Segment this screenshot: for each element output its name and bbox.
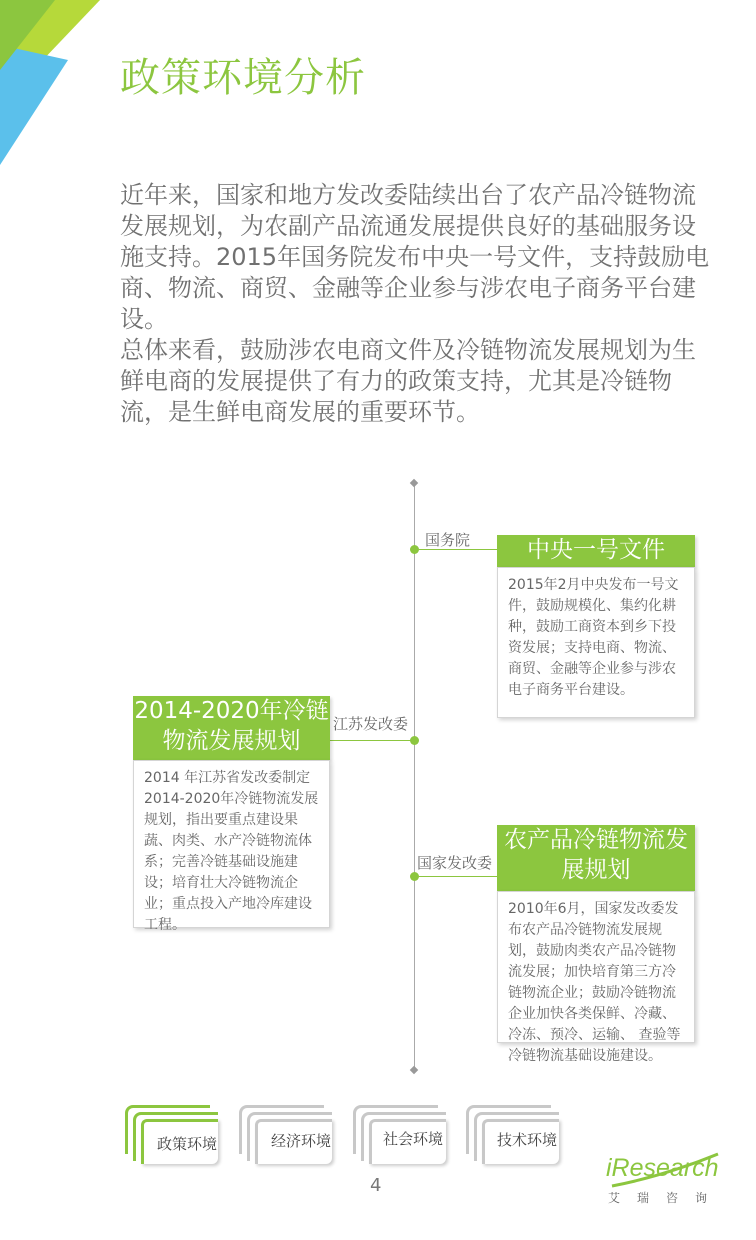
- timeline-connector-3: [419, 876, 497, 877]
- page-number: 4: [370, 1175, 382, 1196]
- tab-label: 经济环境: [271, 1132, 332, 1150]
- tab-technology-environment[interactable]: [466, 1105, 558, 1163]
- tab-policy-environment[interactable]: [125, 1105, 217, 1163]
- tab-economic-environment[interactable]: [239, 1105, 331, 1163]
- policy-card-title: 中央一号文件: [497, 535, 695, 567]
- tab-label: 技术环境: [497, 1131, 558, 1149]
- policy-card-body: 2010年6月，国家发改委发布农产品冷链物流发展规划，鼓励肉类农产品冷链物流发展；加快培育第三方冷链物流企业；鼓励冷链物流企业加快各类保鲜、冷藏、冷冻、预冷、运输、 查验等冷链物流基础设施建设。: [497, 891, 695, 1043]
- timeline-label-ndrc: 国家发改委: [417, 854, 493, 872]
- intro-paragraph-1: 近年来，国家和地方发改委陆续出台了农产品冷链物流发展规划，为农副产品流通发展提供良好的基础服务设施支持。2015年国务院发布中央一号文件，支持鼓励电商、物流、商贸、金融等企业参与涉农电子商务平台建设。: [120, 181, 710, 333]
- timeline-connector-2: [330, 740, 412, 741]
- policy-card-title: 农产品冷链物流发展规划: [497, 825, 695, 891]
- logo-chinese: 艾瑞咨询: [608, 1191, 725, 1205]
- timeline-end-marker: [410, 1066, 418, 1074]
- iresearch-logo: [604, 1150, 724, 1210]
- timeline-node-1: [410, 545, 419, 554]
- logo-wordmark: iResearch: [606, 1154, 719, 1182]
- page-title: 政策环境分析: [120, 55, 366, 101]
- intro-paragraph-2: 总体来看，鼓励涉农电商文件及冷链物流发展规划为生鲜电商的发展提供了有力的政策支持，尤其是冷链物流，是生鲜电商发展的重要环节。: [120, 336, 696, 426]
- timeline-start-marker: [410, 479, 418, 487]
- policy-card-title: 2014-2020年冷链物流发展规划: [133, 696, 330, 760]
- tab-label: 社会环境: [383, 1130, 444, 1148]
- tab-label: 政策环境: [157, 1135, 218, 1153]
- timeline-node-3: [410, 872, 419, 881]
- intro-text: [120, 180, 715, 428]
- corner-decoration: [0, 0, 110, 175]
- timeline-label-guowuyuan: 国务院: [425, 531, 471, 549]
- timeline-axis: [414, 483, 415, 1073]
- policy-card-body: 2015年2月中央发布一号文件，鼓励规模化、集约化耕种，鼓励工商资本到乡下投资发展；支持电商、物流、商贸、金融等企业参与涉农电子商务平台建设。: [497, 567, 695, 718]
- tab-social-environment[interactable]: [353, 1105, 445, 1163]
- timeline-label-jiangsu: 江苏发改委: [333, 715, 409, 733]
- policy-card-body: 2014 年江苏省发改委制定2014-2020年冷链物流发展规划，指出要重点建设果蔬、肉类、水产冷链物流体系；完善冷链基础设施建设；培育壮大冷链物流企业；重点投入产地冷库建设工程。: [133, 760, 330, 928]
